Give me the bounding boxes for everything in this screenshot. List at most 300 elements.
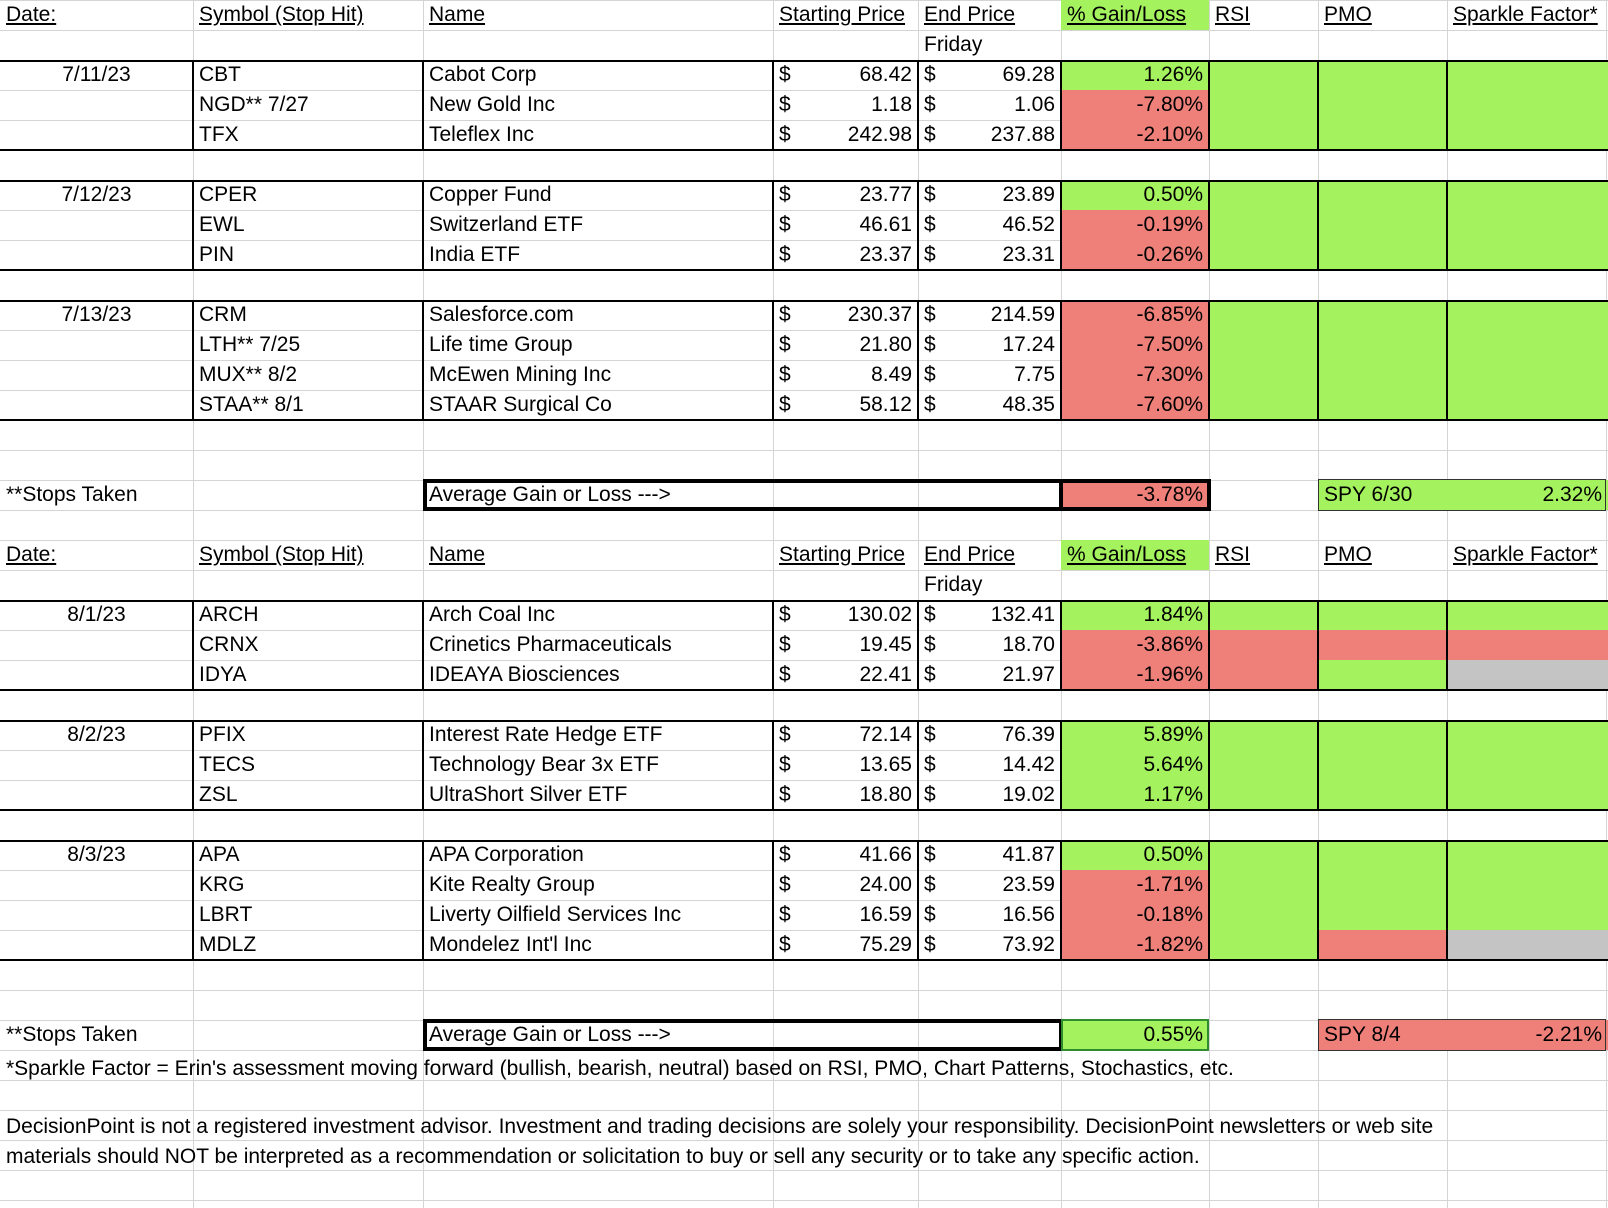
header-pmo[interactable]: PMO bbox=[1324, 3, 1372, 26]
pmo-indicator bbox=[1318, 600, 1447, 630]
name-cell[interactable]: Kite Realty Group bbox=[429, 873, 595, 896]
border-line bbox=[1060, 720, 1062, 810]
border-line bbox=[0, 419, 1608, 421]
starting-price-cell[interactable]: 24.00 bbox=[859, 873, 912, 896]
symbol-cell[interactable]: EWL bbox=[199, 213, 245, 236]
dollar-sign: $ bbox=[924, 63, 936, 86]
dollar-sign: $ bbox=[779, 873, 791, 896]
name-cell[interactable]: Crinetics Pharmaceuticals bbox=[429, 633, 672, 656]
sparkle-indicator bbox=[1447, 720, 1608, 750]
header-symbol[interactable]: Symbol (Stop Hit) bbox=[199, 3, 364, 26]
name-cell[interactable]: Copper Fund bbox=[429, 183, 552, 206]
dollar-sign: $ bbox=[924, 363, 936, 386]
disclaimer-line-2: materials should NOT be interpreted as a recommendation or solicitation to buy or sell any security or to take any specific action. bbox=[6, 1145, 1200, 1168]
dollar-sign: $ bbox=[779, 363, 791, 386]
end-price-cell[interactable]: 69.28 bbox=[1002, 63, 1055, 86]
average-gain-label: Average Gain or Loss ---> bbox=[429, 483, 671, 506]
spy-label: SPY 8/4 bbox=[1324, 1023, 1401, 1046]
border-line bbox=[1446, 300, 1448, 420]
starting-price-cell[interactable]: 19.45 bbox=[859, 633, 912, 656]
rsi-indicator bbox=[1209, 840, 1318, 870]
dollar-sign: $ bbox=[924, 903, 936, 926]
row-date: 7/11/23 bbox=[62, 63, 131, 86]
pmo-indicator bbox=[1318, 750, 1447, 780]
rsi-indicator bbox=[1209, 60, 1318, 90]
name-cell[interactable]: Mondelez Int'l Inc bbox=[429, 933, 592, 956]
border-line bbox=[0, 689, 1608, 691]
end-price-cell[interactable]: 73.92 bbox=[1002, 933, 1055, 956]
border-line bbox=[193, 180, 1608, 182]
dollar-sign: $ bbox=[779, 93, 791, 116]
sparkle-indicator bbox=[1447, 210, 1608, 240]
spy-value: -2.21% bbox=[1535, 1023, 1602, 1046]
row-date: 7/12/23 bbox=[61, 183, 132, 206]
border-line bbox=[0, 840, 193, 842]
grid-line bbox=[0, 1110, 1608, 1111]
end-price-cell[interactable]: 19.02 bbox=[1002, 783, 1055, 806]
gain-loss-cell[interactable]: -7.50% bbox=[1136, 333, 1203, 356]
dollar-sign: $ bbox=[924, 123, 936, 146]
header-end-price[interactable]: End Price bbox=[924, 543, 1016, 566]
dollar-sign: $ bbox=[779, 723, 791, 746]
end-price-cell[interactable]: 1.06 bbox=[1014, 93, 1055, 116]
gain-loss-cell[interactable]: -0.19% bbox=[1136, 213, 1203, 236]
header-rsi[interactable]: RSI bbox=[1215, 3, 1251, 26]
header-name[interactable]: Name bbox=[429, 3, 486, 26]
grid-line bbox=[0, 30, 1608, 31]
sparkle-indicator bbox=[1447, 120, 1608, 150]
gain-loss-cell[interactable]: -0.26% bbox=[1136, 243, 1203, 266]
dollar-sign: $ bbox=[779, 303, 791, 326]
border-line bbox=[0, 600, 193, 602]
border-line bbox=[0, 180, 193, 182]
header-end-price[interactable]: End Price bbox=[924, 3, 1016, 26]
border-line bbox=[1446, 180, 1448, 270]
pmo-indicator bbox=[1318, 840, 1447, 870]
end-price-cell[interactable]: 46.52 bbox=[1002, 213, 1055, 236]
dollar-sign: $ bbox=[779, 63, 791, 86]
sparkle-indicator bbox=[1447, 840, 1608, 870]
name-cell[interactable]: Technology Bear 3x ETF bbox=[429, 753, 659, 776]
border-line bbox=[917, 180, 919, 270]
border-line bbox=[422, 300, 424, 420]
starting-price-cell[interactable]: 16.59 bbox=[859, 903, 912, 926]
grid-line bbox=[0, 1200, 1608, 1201]
name-cell[interactable]: STAAR Surgical Co bbox=[429, 393, 612, 416]
header-date[interactable]: Date: bbox=[6, 3, 57, 26]
name-cell[interactable]: McEwen Mining Inc bbox=[429, 363, 612, 386]
row-date: 8/3/23 bbox=[67, 843, 126, 866]
dollar-sign: $ bbox=[924, 783, 936, 806]
footnote-sparkle-factor: *Sparkle Factor = Erin's assessment moving forward (bullish, bearish, neutral) based on RSI, PMO, Chart Patterns, Stochastics, etc. bbox=[6, 1057, 1234, 1080]
border-line bbox=[1060, 300, 1062, 420]
pmo-indicator bbox=[1318, 360, 1447, 390]
header-gain-loss[interactable]: % Gain/Loss bbox=[1067, 543, 1187, 566]
rsi-indicator bbox=[1209, 300, 1318, 330]
sparkle-indicator bbox=[1447, 60, 1608, 90]
gain-loss-cell[interactable]: 1.26% bbox=[1143, 63, 1203, 86]
pmo-indicator bbox=[1318, 60, 1447, 90]
pmo-indicator bbox=[1318, 240, 1447, 270]
end-price-cell[interactable]: 23.31 bbox=[1002, 243, 1055, 266]
dollar-sign: $ bbox=[924, 603, 936, 626]
border-line bbox=[1208, 180, 1210, 270]
border-line bbox=[1446, 60, 1448, 150]
pmo-indicator bbox=[1318, 660, 1447, 690]
border-line bbox=[0, 149, 1608, 151]
starting-price-cell[interactable]: 75.29 bbox=[859, 933, 912, 956]
name-cell[interactable]: Teleflex Inc bbox=[429, 123, 535, 146]
symbol-cell[interactable]: STAA** 8/1 bbox=[199, 393, 304, 416]
pmo-indicator bbox=[1318, 210, 1447, 240]
end-price-cell[interactable]: 23.59 bbox=[1002, 873, 1055, 896]
gain-loss-cell[interactable]: 0.50% bbox=[1143, 183, 1203, 206]
pmo-indicator bbox=[1318, 90, 1447, 120]
border-line bbox=[422, 600, 424, 690]
pmo-indicator bbox=[1318, 870, 1447, 900]
end-price-cell[interactable]: 7.75 bbox=[1014, 363, 1055, 386]
border-line bbox=[1317, 180, 1319, 270]
rsi-indicator bbox=[1209, 360, 1318, 390]
border-line bbox=[772, 300, 774, 420]
border-line bbox=[1317, 720, 1319, 810]
border-line bbox=[193, 720, 1608, 722]
name-cell[interactable]: New Gold Inc bbox=[429, 93, 556, 116]
rsi-indicator bbox=[1209, 600, 1318, 630]
symbol-cell[interactable]: MDLZ bbox=[199, 933, 257, 956]
border-line bbox=[0, 809, 1608, 811]
end-price-cell[interactable]: 214.59 bbox=[990, 303, 1055, 326]
starting-price-cell[interactable]: 23.37 bbox=[859, 243, 912, 266]
border-line bbox=[422, 720, 424, 810]
pmo-indicator bbox=[1318, 900, 1447, 930]
header-end-price-sub: Friday bbox=[924, 573, 983, 596]
gain-loss-cell[interactable]: 1.84% bbox=[1143, 603, 1203, 626]
dollar-sign: $ bbox=[779, 393, 791, 416]
pmo-indicator bbox=[1318, 390, 1447, 420]
sparkle-indicator bbox=[1447, 930, 1608, 960]
border-line bbox=[193, 600, 1608, 602]
gain-loss-cell[interactable]: -7.80% bbox=[1136, 93, 1203, 116]
gain-loss-cell[interactable]: 5.64% bbox=[1143, 753, 1203, 776]
border-line bbox=[1317, 840, 1319, 960]
rsi-indicator bbox=[1209, 720, 1318, 750]
symbol-cell[interactable]: ARCH bbox=[199, 603, 259, 626]
dollar-sign: $ bbox=[779, 603, 791, 626]
end-price-cell[interactable]: 23.89 bbox=[1002, 183, 1055, 206]
border-line bbox=[917, 600, 919, 690]
rsi-indicator bbox=[1209, 90, 1318, 120]
dollar-sign: $ bbox=[779, 243, 791, 266]
symbol-cell[interactable]: CRM bbox=[199, 303, 247, 326]
end-price-cell[interactable]: 21.97 bbox=[1002, 663, 1055, 686]
sparkle-indicator bbox=[1447, 750, 1608, 780]
average-gain-value: -3.78% bbox=[1136, 483, 1203, 506]
end-price-cell[interactable]: 41.87 bbox=[1002, 843, 1055, 866]
border-line bbox=[917, 720, 919, 810]
sparkle-indicator bbox=[1447, 180, 1608, 210]
name-cell[interactable]: Cabot Corp bbox=[429, 63, 537, 86]
border-line bbox=[1060, 180, 1062, 270]
gain-loss-cell[interactable]: 0.50% bbox=[1143, 843, 1203, 866]
sparkle-indicator bbox=[1447, 360, 1608, 390]
pmo-indicator bbox=[1318, 930, 1447, 960]
symbol-cell[interactable]: LTH** 7/25 bbox=[199, 333, 301, 356]
sparkle-indicator bbox=[1447, 660, 1608, 690]
symbol-cell[interactable]: LBRT bbox=[199, 903, 253, 926]
border-line bbox=[1317, 300, 1319, 420]
border-line bbox=[1208, 300, 1210, 420]
name-cell[interactable]: IDEAYA Biosciences bbox=[429, 663, 620, 686]
end-price-cell[interactable]: 14.42 bbox=[1002, 753, 1055, 776]
border-line bbox=[192, 300, 194, 420]
border-line bbox=[193, 840, 1608, 842]
starting-price-cell[interactable]: 46.61 bbox=[859, 213, 912, 236]
grid-line bbox=[0, 990, 1608, 991]
border-line bbox=[422, 60, 424, 150]
dollar-sign: $ bbox=[924, 753, 936, 776]
symbol-cell[interactable]: PIN bbox=[199, 243, 235, 266]
header-starting-price[interactable]: Starting Price bbox=[779, 3, 906, 26]
pmo-indicator bbox=[1318, 720, 1447, 750]
border-line bbox=[193, 60, 1608, 62]
border-line bbox=[0, 60, 193, 62]
starting-price-cell[interactable]: 72.14 bbox=[859, 723, 912, 746]
border-line bbox=[192, 720, 194, 810]
gain-loss-cell[interactable]: 1.17% bbox=[1143, 783, 1203, 806]
gain-loss-cell[interactable]: -3.86% bbox=[1136, 633, 1203, 656]
dollar-sign: $ bbox=[779, 843, 791, 866]
grid-line bbox=[0, 450, 1608, 451]
dollar-sign: $ bbox=[779, 213, 791, 236]
symbol-cell[interactable]: MUX** 8/2 bbox=[199, 363, 298, 386]
header-gain-loss[interactable]: % Gain/Loss bbox=[1067, 3, 1187, 26]
name-cell[interactable]: APA Corporation bbox=[429, 843, 584, 866]
end-price-cell[interactable]: 132.41 bbox=[990, 603, 1055, 626]
rsi-indicator bbox=[1209, 390, 1318, 420]
border-line bbox=[772, 600, 774, 690]
sparkle-indicator bbox=[1447, 390, 1608, 420]
gain-loss-cell[interactable]: -7.30% bbox=[1136, 363, 1203, 386]
border-line bbox=[917, 300, 919, 420]
starting-price-cell[interactable]: 1.18 bbox=[871, 93, 912, 116]
border-line bbox=[1060, 840, 1062, 960]
border-line bbox=[1317, 600, 1319, 690]
rsi-indicator bbox=[1209, 240, 1318, 270]
rsi-indicator bbox=[1209, 870, 1318, 900]
name-cell[interactable]: Switzerland ETF bbox=[429, 213, 584, 236]
end-price-cell[interactable]: 76.39 bbox=[1002, 723, 1055, 746]
symbol-cell[interactable]: TFX bbox=[199, 123, 239, 146]
symbol-cell[interactable]: PFIX bbox=[199, 723, 246, 746]
symbol-cell[interactable]: KRG bbox=[199, 873, 245, 896]
starting-price-cell[interactable]: 242.98 bbox=[847, 123, 912, 146]
dollar-sign: $ bbox=[779, 633, 791, 656]
stops-taken-label: **Stops Taken bbox=[6, 483, 138, 506]
spy-value: 2.32% bbox=[1542, 483, 1602, 506]
dollar-sign: $ bbox=[924, 93, 936, 116]
row-date: 7/13/23 bbox=[61, 303, 132, 326]
gain-loss-cell[interactable]: -1.71% bbox=[1136, 873, 1203, 896]
name-cell[interactable]: India ETF bbox=[429, 243, 521, 266]
header-rsi[interactable]: RSI bbox=[1215, 543, 1251, 566]
border-line bbox=[0, 959, 1608, 961]
symbol-cell[interactable]: IDYA bbox=[199, 663, 247, 686]
border-line bbox=[1208, 720, 1210, 810]
grid-line bbox=[0, 570, 1608, 571]
symbol-cell[interactable]: ZSL bbox=[199, 783, 238, 806]
border-line bbox=[0, 300, 193, 302]
starting-price-cell[interactable]: 22.41 bbox=[859, 663, 912, 686]
rsi-indicator bbox=[1209, 750, 1318, 780]
sparkle-indicator bbox=[1447, 630, 1608, 660]
border-line bbox=[1208, 60, 1210, 150]
border-line bbox=[1446, 600, 1448, 690]
header-symbol[interactable]: Symbol (Stop Hit) bbox=[199, 543, 364, 566]
border-line bbox=[192, 840, 194, 960]
border-line bbox=[772, 180, 774, 270]
pmo-indicator bbox=[1318, 630, 1447, 660]
rsi-indicator bbox=[1209, 630, 1318, 660]
sparkle-indicator bbox=[1447, 240, 1608, 270]
name-cell[interactable]: Arch Coal Inc bbox=[429, 603, 556, 626]
border-line bbox=[192, 600, 194, 690]
dollar-sign: $ bbox=[924, 723, 936, 746]
dollar-sign: $ bbox=[779, 933, 791, 956]
end-price-cell[interactable]: 16.56 bbox=[1002, 903, 1055, 926]
sparkle-indicator bbox=[1447, 300, 1608, 330]
end-price-cell[interactable]: 48.35 bbox=[1002, 393, 1055, 416]
symbol-cell[interactable]: CBT bbox=[199, 63, 241, 86]
starting-price-cell[interactable]: 130.02 bbox=[847, 603, 912, 626]
spy-label: SPY 6/30 bbox=[1324, 483, 1413, 506]
header-sparkle-factor[interactable]: Sparkle Factor* bbox=[1453, 3, 1598, 26]
starting-price-cell[interactable]: 21.80 bbox=[859, 333, 912, 356]
rsi-indicator bbox=[1209, 120, 1318, 150]
border-line bbox=[192, 60, 194, 150]
sparkle-indicator bbox=[1447, 870, 1608, 900]
symbol-cell[interactable]: APA bbox=[199, 843, 240, 866]
pmo-indicator bbox=[1318, 300, 1447, 330]
starting-price-cell[interactable]: 230.37 bbox=[847, 303, 912, 326]
dollar-sign: $ bbox=[779, 333, 791, 356]
starting-price-cell[interactable]: 58.12 bbox=[859, 393, 912, 416]
border-line bbox=[917, 60, 919, 150]
sparkle-indicator bbox=[1447, 330, 1608, 360]
border-line bbox=[772, 720, 774, 810]
dollar-sign: $ bbox=[779, 783, 791, 806]
symbol-cell[interactable]: NGD** 7/27 bbox=[199, 93, 309, 116]
header-date[interactable]: Date: bbox=[6, 543, 57, 566]
dollar-sign: $ bbox=[924, 873, 936, 896]
border-line bbox=[1060, 600, 1062, 690]
dollar-sign: $ bbox=[924, 393, 936, 416]
name-cell[interactable]: Interest Rate Hedge ETF bbox=[429, 723, 663, 746]
gain-loss-cell[interactable]: -0.18% bbox=[1136, 903, 1203, 926]
rsi-indicator bbox=[1209, 210, 1318, 240]
dollar-sign: $ bbox=[924, 303, 936, 326]
gain-loss-cell[interactable]: -1.82% bbox=[1136, 933, 1203, 956]
pmo-indicator bbox=[1318, 180, 1447, 210]
symbol-cell[interactable]: CPER bbox=[199, 183, 258, 206]
dollar-sign: $ bbox=[924, 213, 936, 236]
rsi-indicator bbox=[1209, 930, 1318, 960]
dollar-sign: $ bbox=[924, 933, 936, 956]
gain-loss-cell[interactable]: -1.96% bbox=[1136, 663, 1203, 686]
dollar-sign: $ bbox=[779, 183, 791, 206]
dollar-sign: $ bbox=[924, 843, 936, 866]
border-line bbox=[917, 840, 919, 960]
dollar-sign: $ bbox=[779, 123, 791, 146]
starting-price-cell[interactable]: 41.66 bbox=[859, 843, 912, 866]
dollar-sign: $ bbox=[779, 903, 791, 926]
dollar-sign: $ bbox=[924, 663, 936, 686]
gain-loss-cell[interactable]: -7.60% bbox=[1136, 393, 1203, 416]
border-line bbox=[1446, 840, 1448, 960]
border-line bbox=[1446, 720, 1448, 810]
header-pmo[interactable]: PMO bbox=[1324, 543, 1372, 566]
name-cell[interactable]: Life time Group bbox=[429, 333, 573, 356]
average-gain-value: 0.55% bbox=[1143, 1023, 1203, 1046]
pmo-indicator bbox=[1318, 330, 1447, 360]
border-line bbox=[422, 180, 424, 270]
symbol-cell[interactable]: CRNX bbox=[199, 633, 259, 656]
rsi-indicator bbox=[1209, 180, 1318, 210]
name-cell[interactable]: UltraShort Silver ETF bbox=[429, 783, 628, 806]
gain-loss-cell[interactable]: 5.89% bbox=[1143, 723, 1203, 746]
border-line bbox=[192, 180, 194, 270]
header-starting-price[interactable]: Starting Price bbox=[779, 543, 906, 566]
end-price-cell[interactable]: 17.24 bbox=[1002, 333, 1055, 356]
name-cell[interactable]: Salesforce.com bbox=[429, 303, 574, 326]
rsi-indicator bbox=[1209, 780, 1318, 810]
disclaimer-line-1: DecisionPoint is not a registered investment advisor. Investment and trading decisions are solely your responsibility. DecisionPoint newsletters or web site bbox=[6, 1115, 1434, 1138]
header-end-price-sub: Friday bbox=[924, 33, 983, 56]
border-line bbox=[422, 840, 424, 960]
gain-loss-cell[interactable]: -2.10% bbox=[1136, 123, 1203, 146]
border-line bbox=[1060, 60, 1062, 150]
border-line bbox=[193, 300, 1608, 302]
rsi-indicator bbox=[1209, 900, 1318, 930]
end-price-cell[interactable]: 237.88 bbox=[990, 123, 1055, 146]
sparkle-indicator bbox=[1447, 90, 1608, 120]
border-line bbox=[772, 60, 774, 150]
average-gain-label: Average Gain or Loss ---> bbox=[429, 1023, 671, 1046]
border-line bbox=[772, 840, 774, 960]
border-line bbox=[1208, 600, 1210, 690]
rsi-indicator bbox=[1209, 660, 1318, 690]
gain-loss-cell[interactable]: -6.85% bbox=[1136, 303, 1203, 326]
name-cell[interactable]: Liverty Oilfield Services Inc bbox=[429, 903, 682, 926]
end-price-cell[interactable]: 18.70 bbox=[1002, 633, 1055, 656]
dollar-sign: $ bbox=[924, 183, 936, 206]
border-line bbox=[1208, 840, 1210, 960]
starting-price-cell[interactable]: 23.77 bbox=[859, 183, 912, 206]
border-line bbox=[1317, 60, 1319, 150]
starting-price-cell[interactable]: 13.65 bbox=[859, 753, 912, 776]
dollar-sign: $ bbox=[779, 663, 791, 686]
starting-price-cell[interactable]: 18.80 bbox=[859, 783, 912, 806]
starting-price-cell[interactable]: 68.42 bbox=[859, 63, 912, 86]
header-name[interactable]: Name bbox=[429, 543, 486, 566]
starting-price-cell[interactable]: 8.49 bbox=[871, 363, 912, 386]
symbol-cell[interactable]: TECS bbox=[199, 753, 256, 776]
dollar-sign: $ bbox=[924, 333, 936, 356]
dollar-sign: $ bbox=[779, 753, 791, 776]
pmo-indicator bbox=[1318, 120, 1447, 150]
row-date: 8/1/23 bbox=[67, 603, 126, 626]
header-sparkle-factor[interactable]: Sparkle Factor* bbox=[1453, 543, 1598, 566]
